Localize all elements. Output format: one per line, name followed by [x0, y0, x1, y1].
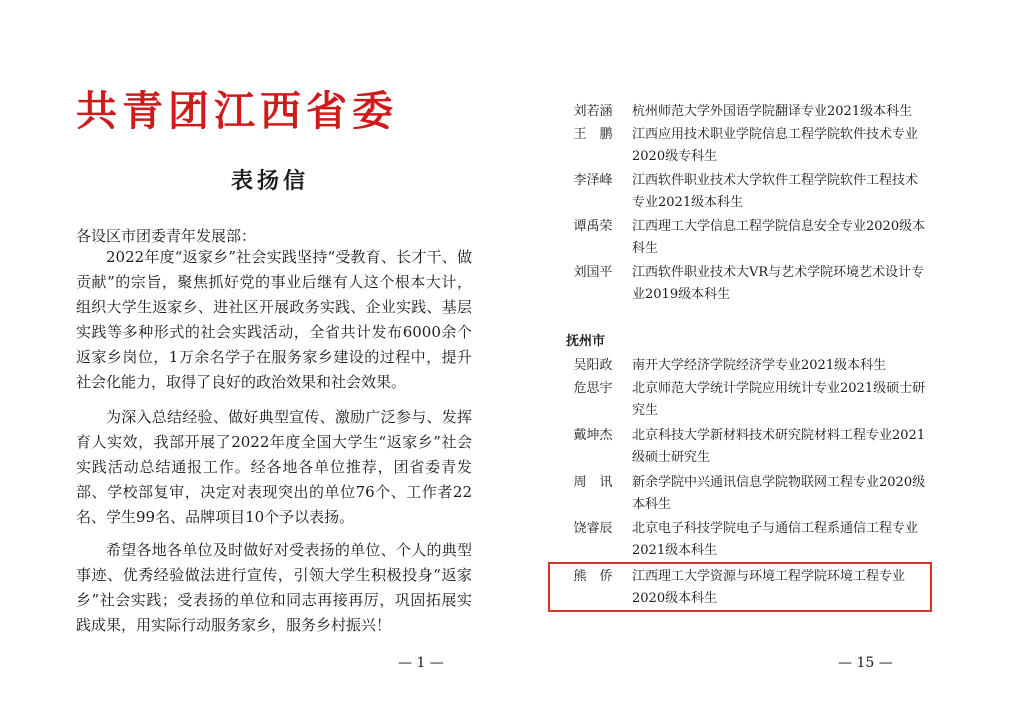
- student-desc: 北京师范大学统计学院应用统计专业2021级硕士研究生: [632, 381, 926, 418]
- student-name: 熊 侨: [573, 569, 613, 584]
- document-header: 共青团江西省委: [76, 87, 398, 135]
- student-desc: 江西理工大学资源与环境工程学院环境工程专业2020级本科生: [632, 569, 906, 606]
- student-desc: 南开大学经济学院经济学专业2021级本科生: [632, 358, 887, 373]
- page-number-right: — 15 —: [838, 655, 893, 671]
- student-name: 刘若涵: [573, 104, 613, 119]
- student-name: 戴坤杰: [573, 428, 613, 443]
- student-name: 李泽峰: [573, 173, 613, 188]
- student-name: 刘国平: [573, 265, 613, 280]
- document-title: 表扬信: [230, 168, 309, 194]
- paragraph-1: 2022年度“返家乡”社会实践坚持“受教育、长才干、做贡献”的宗旨，聚焦抓好党的事业后继有人这个根本大计，组织大学生返家乡、进社区开展政务实践、企业实践、基层实践等多种形式的社会实践活动，全省共计发布6000余个返家乡岗位，1万余名学子在服务家乡建设的过程中，提升社会化能力，取得了良好的政治效果和社会效果。: [76, 248, 472, 391]
- student-name: 饶睿辰: [573, 521, 613, 536]
- student-desc: 杭州师范大学外国语学院翻译专业2021级本科生: [632, 104, 913, 119]
- student-name: 谭禹荣: [573, 219, 613, 234]
- paragraph-3: 希望各地各单位及时做好对受表扬的单位、个人的典型事迹、优秀经验做法进行宣传，引领大学生积极投身“返家乡”社会实践；受表扬的单位和同志再接再厉，巩固拓展实践成果，用实际行动服务家乡，服务乡村振兴！: [76, 541, 472, 634]
- highlight-box: [548, 562, 932, 612]
- student-desc: 北京电子科技学院电子与通信工程系通信工程专业2021级本科生: [632, 521, 919, 558]
- page-number-left: — 1 —: [398, 655, 444, 671]
- student-desc: 新余学院中兴通讯信息学院物联网工程专业2020级本科生: [632, 475, 926, 512]
- student-desc: 北京科技大学新材料技术研究院材料工程专业2021级硕士研究生: [632, 428, 926, 465]
- student-name: 王 鹏: [573, 127, 613, 142]
- student-name: 周 讯: [573, 475, 613, 490]
- student-desc: 江西理工大学信息工程学院信息安全专业2020级本科生: [632, 219, 926, 256]
- student-name: 吴阳政: [573, 358, 613, 373]
- salutation: 各设区市团委青年发展部：: [76, 227, 257, 245]
- student-desc: 江西软件职业技术大学软件工程学院软件工程技术专业2021级本科生: [632, 173, 919, 210]
- student-desc: 江西软件职业技术大VR与艺术学院环境艺术设计专业2019级本科生: [632, 265, 925, 302]
- student-desc: 江西应用技术职业学院信息工程学院软件技术专业2020级专科生: [632, 127, 919, 164]
- city-heading: 抚州市: [566, 334, 606, 349]
- paragraph-2: 为深入总结经验、做好典型宣传、激励广泛参与、发挥育人实效，我部开展了2022年度全国大学生“返家乡”社会实践活动总结通报工作。经各地各单位推荐，团省委青发部、学校部复审，决定对表现突出的单位76个、工作者22名、学生99名、品牌项目10个予以表扬。: [76, 408, 472, 526]
- student-name: 危思宇: [573, 381, 613, 396]
